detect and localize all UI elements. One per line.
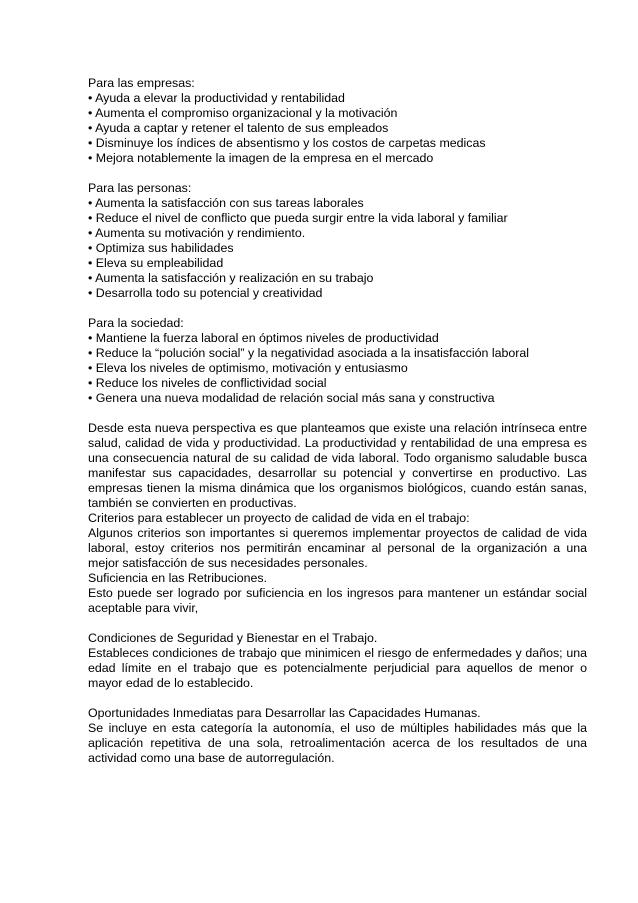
section-heading: Para la sociedad:	[88, 316, 184, 330]
list-item: • Desarrolla todo su potencial y creatividad	[88, 286, 587, 301]
list-item: • Optimiza sus habilidades	[88, 241, 587, 256]
list-item: • Reduce el nivel de conflicto que pueda surgir entre la vida laboral y familiar	[88, 211, 587, 226]
list-item: • Ayuda a captar y retener el talento de sus empleados	[88, 121, 587, 136]
list-item: • Eleva su empleabilidad	[88, 256, 587, 271]
list-item: • Genera una nueva modalidad de relación social más sana y constructiva	[88, 391, 587, 406]
criterios-heading: Criterios para establecer un proyecto de calidad de vida en el trabajo:	[88, 511, 470, 525]
list-item: • Eleva los niveles de optimismo, motivación y entusiasmo	[88, 361, 587, 376]
section-body: Se incluye en esta categoría la autonomía, el uso de múltiples habilidades más que la aplicación repetitiva de una sola, retroalimentación acerca de los resultados de una actividad como una base de autorregulación.	[88, 721, 587, 765]
section-title: Suficiencia en las Retribuciones.	[88, 571, 268, 585]
section-oportunidades	[88, 706, 587, 766]
list-item: • Mantiene la fuerza laboral en óptimos niveles de productividad	[88, 331, 587, 346]
list-item: • Aumenta la satisfacción con sus tareas laborales	[88, 196, 587, 211]
section-heading: Para las empresas:	[88, 76, 195, 90]
section-seguridad	[88, 631, 587, 691]
list-item: • Reduce la “polución social” y la negatividad asociada a la insatisfacción laboral	[88, 346, 587, 361]
list-item: • Aumenta su motivación y rendimiento.	[88, 226, 587, 241]
document-page	[88, 76, 587, 766]
list-item: • Mejora notablemente la imagen de la empresa en el mercado	[88, 151, 587, 166]
section-suficiencia	[88, 571, 587, 616]
section-title: Oportunidades Inmediatas para Desarrollar las Capacidades Humanas.	[88, 706, 481, 720]
section-body: Estableces condiciones de trabajo que minimicen el riesgo de enfermedades y daños; una edad límite en el trabajo que es potencialmente perjudicial para aquellos de menor o mayor edad de lo establecido.	[88, 646, 587, 690]
list-item: • Disminuye los índices de absentismo y los costos de carpetas medicas	[88, 136, 587, 151]
section-empresas	[88, 76, 587, 166]
section-body: Esto puede ser logrado por suficiencia en los ingresos para mantener un estándar social aceptable para vivir,	[88, 586, 587, 615]
list-item: • Aumenta la satisfacción y realización en su trabajo	[88, 271, 587, 286]
section-sociedad	[88, 316, 587, 406]
criterios-intro-paragraph: Algunos criterios son importantes si queremos implementar proyectos de calidad de vida laboral, estoy criterios nos permitirán encaminar al personal de la organización a una mejor satisfacción de sus necesidades personales.	[88, 526, 587, 570]
section-heading: Para las personas:	[88, 181, 192, 195]
list-item: • Reduce los niveles de conflictividad social	[88, 376, 587, 391]
section-personas	[88, 181, 587, 301]
list-item: • Ayuda a elevar la productividad y rentabilidad	[88, 91, 587, 106]
list-item: • Aumenta el compromiso organizacional y la motivación	[88, 106, 587, 121]
perspectiva-paragraph: Desde esta nueva perspectiva es que planteamos que existe una relación intrínseca entre salud, calidad de vida y productividad. La productividad y rentabilidad de una empresa es una consecuencia natural de su calidad de vida laboral. Todo organismo saludable busca manifestar sus capacidades, desarrollar su potencial y convertirse en productivo. Las empresas tienen la misma dinámica que los organismos biológicos, cuando están sanas, también se convierten en productivas.	[88, 421, 587, 510]
section-title: Condiciones de Seguridad y Bienestar en el Trabajo.	[88, 631, 378, 645]
